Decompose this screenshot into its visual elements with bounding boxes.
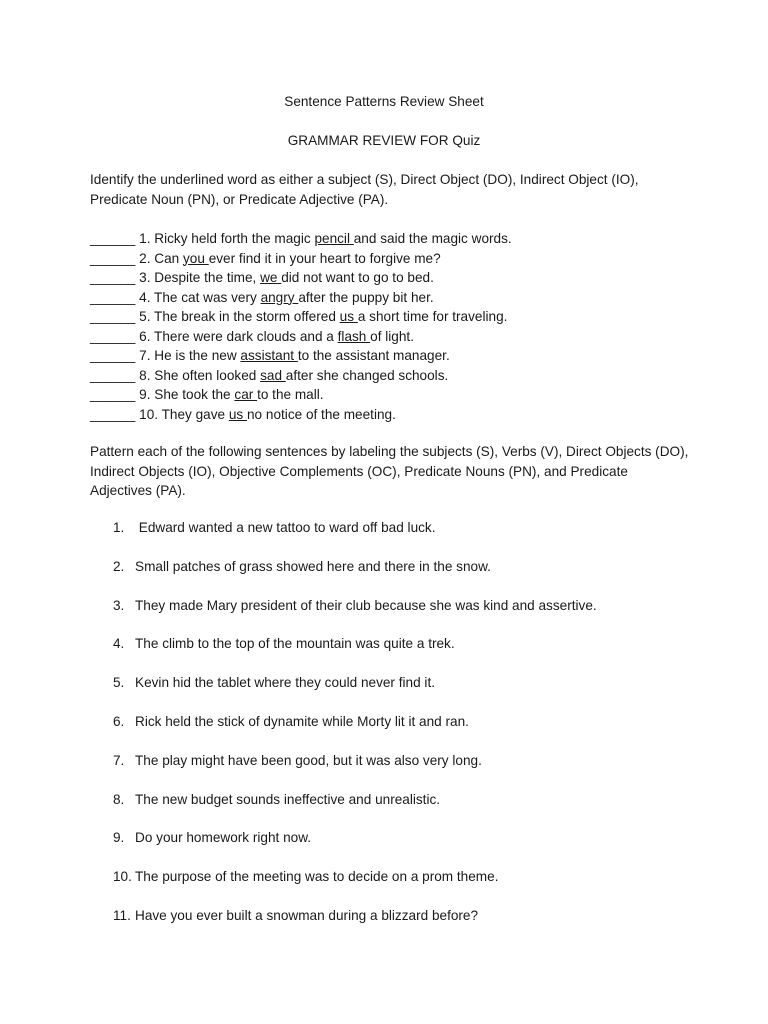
sentence-text: after the puppy bit her. [298,289,434,305]
item-number: 3. [113,597,125,613]
sentence-text: She often looked [154,367,261,383]
sentence-text: to the assistant manager. [297,348,450,363]
answer-blank: ______ [90,348,136,363]
item-number: 9. [139,387,151,402]
pattern-item [113,791,597,830]
item-number: 2. [139,250,151,266]
item-number: 11. [113,907,131,923]
page-subtitle: GRAMMAR REVIEW FOR Quiz [287,133,481,148]
pattern-item [113,907,597,946]
item-number: 6. [139,328,151,344]
item-number: 8. [139,367,151,383]
pattern-item [113,868,597,907]
answer-blank: ______ [90,270,136,285]
item-number: 10. [139,406,159,422]
sentence-text: a short time for traveling. [357,309,508,324]
identification-item [90,249,512,269]
sentence-text: The break in the storm offered [154,309,340,324]
sentence-text: after she changed schools. [285,367,449,383]
underlined-word: angry [260,289,299,305]
page-title: Sentence Patterns Review Sheet [284,94,484,109]
underlined-word: sad [260,367,286,383]
pattern-item [113,558,597,597]
item-number: 3. [139,270,151,285]
sentence-text: Have you ever built a snowman during a blizzard before? [135,907,479,923]
identification-item [90,307,512,327]
sentence-text: Small patches of grass showed here and there in the snow. [135,558,491,574]
sentence-text: Can [154,250,183,266]
item-number: 5. [139,309,151,324]
answer-blank: ______ [90,289,136,305]
identification-list [90,229,512,424]
answer-blank: ______ [90,250,136,266]
answer-blank: ______ [90,387,136,402]
underlined-word: car [234,387,258,402]
sentence-text: They made Mary president of their club because she was kind and assertive. [135,597,597,613]
item-number: 2. [113,558,125,574]
sentence-text: The climb to the top of the mountain was quite a trek. [135,636,455,652]
identification-item [90,366,512,386]
item-number: 4. [113,636,125,652]
pattern-list [113,519,597,946]
answer-blank: ______ [90,367,136,383]
underlined-word: flash [337,328,371,344]
underlined-word: you [183,250,209,266]
pattern-item [113,752,597,791]
underlined-word: pencil [314,231,354,246]
sentence-text: Edward wanted a new tattoo to ward off bad luck. [135,520,436,535]
sentence-text: ever find it in your heart to forgive me? [208,250,441,266]
sentence-text: The cat was very [154,289,261,305]
sentence-text: They gave [161,406,229,422]
sentence-text: There were dark clouds and a [154,328,338,344]
identification-item [90,268,512,288]
sentence-text: The purpose of the meeting was to decide on a prom theme. [135,869,499,885]
pattern-item [113,829,597,868]
section1-instructions: Identify the underlined word as either a subject (S), Direct Object (DO), Indirect Object (IO), Predicate Noun (PN), or Predicate Adjective (PA). [90,172,639,207]
item-number: 4. [139,289,151,305]
sentence-text: to the mall. [257,387,324,402]
pattern-item [113,713,597,752]
item-number: 10. [113,869,132,885]
identification-item [90,229,512,249]
pattern-item [113,519,597,558]
identification-item [90,346,512,366]
answer-blank: ______ [90,328,136,344]
item-number: 7. [139,348,151,363]
answer-blank: ______ [90,406,136,422]
item-number: 1. [139,231,151,246]
sentence-text: He is the new [154,348,241,363]
section2-instructions: Pattern each of the following sentences by labeling the subjects (S), Verbs (V), Direct Objects (DO), Indirect Objects (IO), Objective Complements (OC), Predicate Nouns (PN), and Predicate Adjectives (PA). [90,444,689,498]
sentence-text: The new budget sounds ineffective and unrealistic. [135,791,441,807]
sentence-text: and said the magic words. [353,231,512,246]
item-number: 9. [113,830,125,846]
pattern-item [113,674,597,713]
pattern-item [113,597,597,636]
sentence-text: Despite the time, [154,270,261,285]
item-number: 5. [113,675,125,691]
item-number: 1. [113,520,125,535]
identification-item [90,288,512,308]
pattern-item [113,635,597,674]
item-number: 7. [113,752,125,768]
sentence-text: The play might have been good, but it was also very long. [135,752,482,768]
sentence-text: no notice of the meeting. [247,406,396,422]
underlined-word: assistant [240,348,298,363]
item-number: 6. [113,713,125,729]
sentence-text: Kevin hid the tablet where they could never find it. [135,675,435,691]
answer-blank: ______ [90,309,136,324]
identification-item [90,327,512,347]
sentence-text: did not want to go to bed. [281,270,434,285]
identification-item [90,385,512,405]
underlined-word: we [260,270,282,285]
sentence-text: Do your homework right now. [135,830,312,846]
sentence-text: She took the [154,387,235,402]
underlined-word: us [339,309,358,324]
answer-blank: ______ [90,231,136,246]
item-number: 8. [113,791,125,807]
underlined-word: us [228,406,247,422]
sentence-text: Ricky held forth the magic [154,231,315,246]
sentence-text: of light. [370,328,414,344]
identification-item [90,405,512,425]
sentence-text: Rick held the stick of dynamite while Morty lit it and ran. [135,713,469,729]
